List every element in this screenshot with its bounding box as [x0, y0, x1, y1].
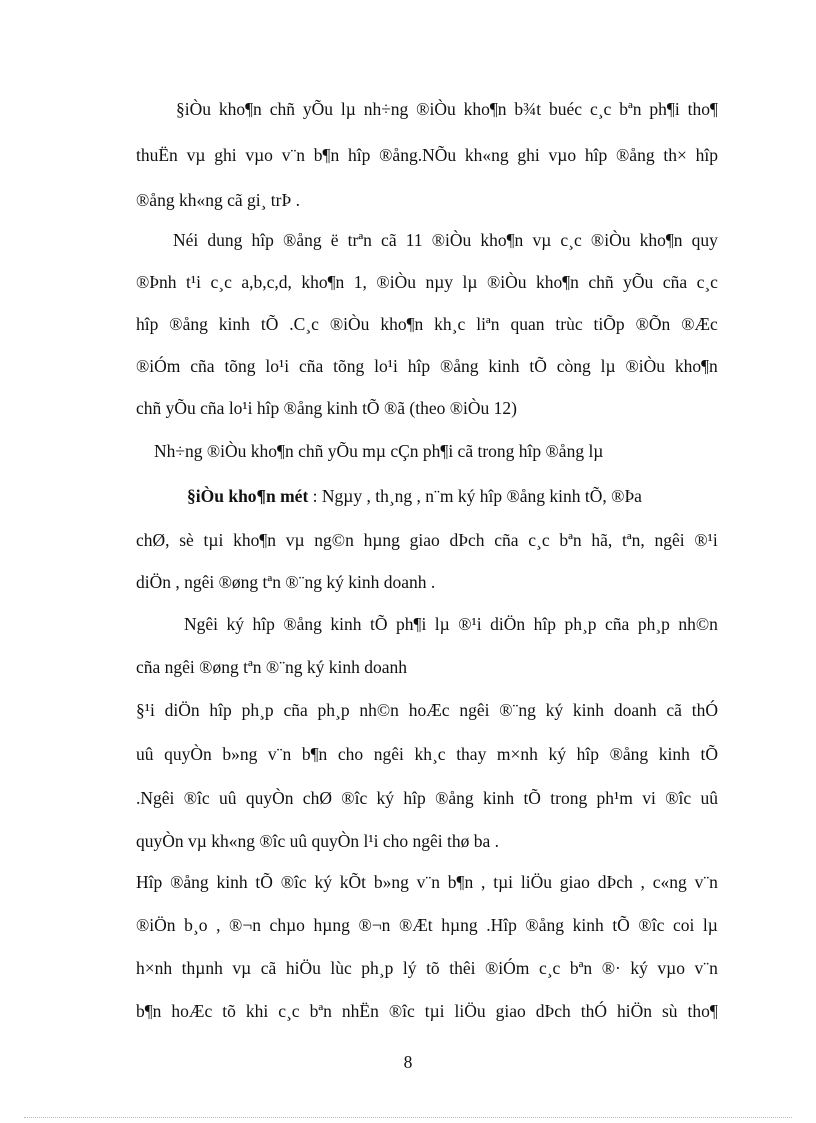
word: ®iÒu: [416, 99, 456, 119]
line-text: Nh÷ng ®iÒu kho¶n chñ yÕu mµ cÇn ph¶i cã trong hîp ®ång lµ: [154, 441, 604, 461]
line-text: : Ngµy , th¸ng , n¨m ký hîp ®ång kinh tÕ, ®Þa: [312, 486, 642, 506]
clause-heading: §iÒu kho¶n mét: [187, 486, 309, 506]
word: ®¬n: [229, 915, 261, 935]
word: ®îc: [341, 788, 368, 808]
word: lµ: [702, 915, 718, 935]
word: ®iÖn: [136, 915, 176, 935]
word: diÖn: [490, 614, 526, 634]
word: coi: [672, 915, 695, 935]
word: c¸c: [528, 530, 550, 550]
word: ®ång: [170, 872, 209, 892]
word: ®îc: [388, 1001, 415, 1021]
word: chñ: [588, 272, 614, 292]
paragraph-line: [136, 831, 499, 851]
word: liÖu: [454, 1001, 486, 1021]
word: dÞch: [449, 530, 485, 550]
word: ®ång: [609, 744, 649, 764]
word: 1,: [353, 272, 367, 292]
word: ®iÒu: [486, 272, 527, 292]
word: b»ng: [373, 872, 409, 892]
word: vµo: [245, 145, 273, 165]
word: ë: [330, 230, 339, 250]
word: sè: [179, 530, 194, 550]
word: thuËn: [136, 145, 178, 165]
word: ®ång.NÕu: [379, 145, 457, 165]
word: còng: [556, 356, 591, 376]
word: nh©n: [359, 700, 399, 720]
paragraph-line: [136, 788, 718, 808]
paragraph-line: [136, 915, 718, 935]
word: ký: [314, 872, 332, 892]
word: tÕ: [255, 872, 273, 892]
word: tµi: [493, 872, 514, 892]
word: trong: [550, 788, 588, 808]
word: cña: [605, 614, 630, 634]
paragraph-line: [136, 398, 517, 418]
paragraph-line: [136, 572, 435, 592]
word: hã,: [591, 530, 613, 550]
word: ngêi: [459, 700, 490, 720]
word: lùc: [330, 958, 352, 978]
word: cña: [283, 700, 308, 720]
word: kho¶n: [535, 272, 579, 292]
word: dung: [207, 230, 243, 250]
word: vµ: [232, 958, 252, 978]
word: nhËn: [341, 1001, 379, 1021]
word: ®¹i: [694, 530, 718, 550]
word: hîp: [251, 230, 274, 250]
word: ®·: [601, 958, 621, 978]
word: lµ: [340, 99, 356, 119]
word: tµi: [424, 1001, 445, 1021]
word: quy: [691, 230, 718, 250]
paragraph-line: [154, 441, 603, 461]
word: kho¶n: [218, 99, 262, 119]
word: ®¨ng: [499, 700, 536, 720]
paragraph-line: [136, 356, 718, 376]
word: m×nh: [496, 744, 538, 764]
word: ®iÒu: [431, 230, 472, 250]
word: h×nh: [136, 958, 173, 978]
word: vi: [642, 788, 656, 808]
word: nµy: [425, 272, 454, 292]
word: lµ: [462, 272, 478, 292]
word: tõ: [222, 1001, 236, 1021]
word: tõng: [333, 356, 365, 376]
word: ®îc: [665, 788, 692, 808]
word: tõ: [426, 958, 440, 978]
word: cña: [494, 530, 519, 550]
word: .C¸c: [289, 314, 319, 334]
word: chØ,: [136, 530, 170, 550]
word: b¶n: [447, 872, 474, 892]
word: §¹i: [136, 700, 155, 720]
word: kinh: [488, 356, 520, 376]
word: ®ång: [439, 356, 479, 376]
paragraph-line: [136, 872, 718, 892]
paragraph-line: [184, 614, 718, 634]
word: hîp: [403, 788, 426, 808]
word: bªn: [309, 1001, 332, 1021]
word: hiÖu: [285, 958, 321, 978]
word: buéc: [549, 99, 583, 119]
word: ®ång: [525, 915, 564, 935]
word: hoÆc: [408, 700, 450, 720]
word: cña: [662, 272, 688, 292]
word: ghi: [214, 145, 237, 165]
word: v¨n: [694, 958, 718, 978]
word: giao: [559, 872, 590, 892]
word: vµ: [532, 230, 552, 250]
word: ®Æt: [398, 915, 433, 935]
word: ký: [226, 614, 245, 634]
word: ®iÒu: [376, 272, 416, 292]
word: chØ: [302, 788, 332, 808]
line-text: chñ yÕu cña lo¹i hîp ®ång kinh tÕ ®ã (theo ®iÒu 12): [136, 398, 517, 418]
word: b¸o: [184, 915, 208, 935]
word: cã: [260, 958, 277, 978]
word: tÕ: [529, 356, 547, 376]
word: bªn: [559, 530, 582, 550]
paragraph-line: [173, 230, 718, 250]
word: kho¶n: [463, 99, 507, 119]
word: tªn,: [621, 530, 645, 550]
word: c¸c: [589, 99, 612, 119]
word: kinh: [218, 314, 250, 334]
footer-divider: [24, 1117, 792, 1118]
word: kh¸c: [434, 314, 466, 334]
word: vµ: [285, 530, 305, 550]
word: c¸c: [278, 1001, 300, 1021]
word: nh©n: [678, 614, 718, 634]
line-text: cña ngêi ®øng tªn ®¨ng ký kinh doanh: [136, 657, 408, 677]
paragraph-line: [136, 700, 718, 720]
word: ph¶i: [396, 614, 427, 634]
word: b¶n: [301, 744, 328, 764]
word: ph¸p: [241, 700, 274, 720]
word: tÕ: [523, 788, 541, 808]
paragraph-line: [136, 314, 718, 334]
word: ,: [216, 915, 221, 935]
word: ®iÓm: [485, 958, 530, 978]
word: bªn: [619, 99, 642, 119]
word: hîp: [347, 145, 371, 165]
word: ®Þnh: [136, 272, 177, 292]
word: dÞch: [597, 872, 633, 892]
word: ký: [376, 788, 395, 808]
word: ph¹m: [596, 788, 633, 808]
word: kinh: [572, 700, 605, 720]
word: Ngêi: [184, 614, 219, 634]
word: giao: [409, 530, 440, 550]
word: hîp: [576, 744, 599, 764]
paragraph-line: [136, 530, 718, 550]
word: hîp: [407, 356, 431, 376]
word: vµ: [186, 145, 206, 165]
paragraph-line: [136, 1001, 718, 1021]
word: ®ång: [169, 314, 208, 334]
word: ®iÒu: [590, 230, 631, 250]
word: ®Õn: [635, 314, 671, 334]
word: thêi: [449, 958, 476, 978]
word: hiÖn: [616, 1001, 652, 1021]
word: ®îc: [638, 915, 665, 935]
word: cña: [299, 356, 324, 376]
word: ®ång: [435, 788, 474, 808]
word: tho¶: [687, 99, 718, 119]
word: thÓ: [691, 700, 718, 720]
paragraph-line: [136, 744, 718, 764]
word: t¹i: [186, 272, 201, 292]
word: lý: [402, 958, 417, 978]
paragraph-line: [136, 145, 718, 165]
word: hîp: [136, 314, 159, 334]
word: yÕu: [623, 272, 654, 292]
word: ®ång: [283, 614, 322, 634]
word: §iÒu: [176, 99, 211, 119]
word: c¸c: [538, 958, 561, 978]
word: tÕ: [700, 744, 718, 764]
word: th×: [663, 145, 687, 165]
word: b»ng: [222, 744, 258, 764]
word: kinh: [658, 744, 690, 764]
word: khi: [245, 1001, 269, 1021]
word: giao: [495, 1001, 526, 1021]
word: dÞch: [535, 1001, 571, 1021]
word: ghi: [517, 145, 540, 165]
word: liªn: [476, 314, 500, 334]
word: yÕu: [302, 99, 333, 119]
word: ph¶i: [649, 99, 680, 119]
word: Néi: [173, 230, 199, 250]
word: uû: [136, 744, 154, 764]
word: uû: [700, 788, 718, 808]
word: .Ngêi: [136, 788, 175, 808]
word: ®¹i: [458, 614, 482, 634]
word: doanh: [613, 700, 657, 720]
word: ,: [640, 872, 645, 892]
word: kh¸c: [414, 744, 446, 764]
word: ®îc: [280, 872, 307, 892]
word: a,b,c,d,: [241, 272, 292, 292]
word: ký: [545, 700, 564, 720]
word: kinh: [216, 872, 248, 892]
word: ®îc: [183, 788, 210, 808]
word: ®¬n: [358, 915, 391, 935]
word: 11: [405, 230, 423, 250]
word: bªn: [569, 958, 593, 978]
word: lo¹i: [374, 356, 398, 376]
word: hoÆc: [171, 1001, 213, 1021]
word: kho¶n: [301, 272, 345, 292]
word: hîp: [209, 700, 232, 720]
word: ®iÒu: [329, 314, 370, 334]
word: kho¶n: [639, 230, 683, 250]
page-number: 8: [403, 1052, 413, 1072]
word: ®iÒu: [625, 356, 666, 376]
word: kÕt: [339, 872, 367, 892]
word: ký: [548, 744, 566, 764]
word: kho¶n: [380, 314, 424, 334]
word: kho¶n: [480, 230, 524, 250]
word: hµng: [363, 530, 400, 550]
paragraph-line: [136, 958, 718, 978]
word: Hîp: [136, 872, 163, 892]
word: liÖu: [520, 872, 552, 892]
word: ,: [481, 872, 486, 892]
word: b¶n: [136, 1001, 162, 1021]
word: cho: [337, 744, 364, 764]
word: hîp: [584, 145, 608, 165]
word: v¨n: [694, 872, 718, 892]
word: kinh: [482, 788, 515, 808]
word: ph¸p: [637, 614, 670, 634]
word: quyÒn: [245, 788, 294, 808]
word: ngêi: [654, 530, 685, 550]
word: ph¸p: [564, 614, 597, 634]
word: c¸c: [210, 272, 232, 292]
word: kh«ng: [464, 145, 509, 165]
word: lµ: [600, 356, 616, 376]
word: hµng: [441, 915, 478, 935]
word: tµi: [203, 530, 224, 550]
paragraph-line: [136, 190, 300, 210]
word: b¾t: [514, 99, 542, 119]
word: tÕ: [612, 915, 630, 935]
word: b¶n: [313, 145, 340, 165]
word: quan: [510, 314, 545, 334]
word: thµnh: [181, 958, 223, 978]
word: chµo: [269, 915, 305, 935]
word: kinh: [572, 915, 604, 935]
word: c«ng: [652, 872, 687, 892]
word: cã: [381, 230, 397, 250]
word: v¨n: [416, 872, 440, 892]
word: ph¸p: [317, 700, 350, 720]
word: thay: [456, 744, 487, 764]
word: tho¶: [687, 1001, 718, 1021]
word: ®iÓm: [136, 356, 181, 376]
word: ngêi: [373, 744, 404, 764]
word: ng©n: [314, 530, 354, 550]
word: kinh: [330, 614, 362, 634]
paragraph-line: [136, 272, 718, 292]
word: trªn: [347, 230, 372, 250]
word: quyÒn: [164, 744, 212, 764]
word: kho¶n: [233, 530, 277, 550]
word: hîp: [695, 145, 718, 165]
paragraph-line: [176, 99, 718, 119]
line-text: quyÒn vµ kh«ng ®îc uû quyÒn l¹i cho ngêi thø ba .: [136, 831, 500, 851]
word: tÕ: [370, 614, 388, 634]
word: c¸c: [696, 272, 718, 292]
word: sù: [661, 1001, 678, 1021]
word: hîp: [252, 614, 275, 634]
word: uû: [219, 788, 237, 808]
word: cã: [666, 700, 682, 720]
word: chñ: [269, 99, 295, 119]
line-text: ®ång kh«ng cã gi¸ trÞ .: [136, 190, 300, 210]
word: ph¸p: [361, 958, 394, 978]
word: vµo: [657, 958, 685, 978]
word: tÕ: [260, 314, 279, 334]
line-text: diÖn , ngêi ®øng tªn ®¨ng ký kinh doanh .: [136, 572, 436, 592]
word: ký: [630, 958, 648, 978]
word: lµ: [434, 614, 450, 634]
word: tõng: [224, 356, 256, 376]
word: kho¶n: [674, 356, 718, 376]
word: lo¹i: [265, 356, 290, 376]
word: c¸c: [560, 230, 582, 250]
word: trùc: [555, 314, 583, 334]
word: ®ång: [616, 145, 655, 165]
word: ®Æc: [681, 314, 718, 334]
word: vµo: [548, 145, 577, 165]
word: tiÕp: [593, 314, 625, 334]
word: ®ång: [283, 230, 322, 250]
word: v¨n: [281, 145, 306, 165]
word: nh÷ng: [363, 99, 409, 119]
word: .Hîp: [486, 915, 517, 935]
word: cña: [190, 356, 215, 376]
word: hµng: [313, 915, 350, 935]
word: v¨n: [267, 744, 292, 764]
word: thÓ: [580, 1001, 607, 1021]
word: diÖn: [164, 700, 200, 720]
word: hîp: [533, 614, 556, 634]
paragraph-line: [187, 486, 642, 506]
paragraph-line: [136, 657, 407, 677]
